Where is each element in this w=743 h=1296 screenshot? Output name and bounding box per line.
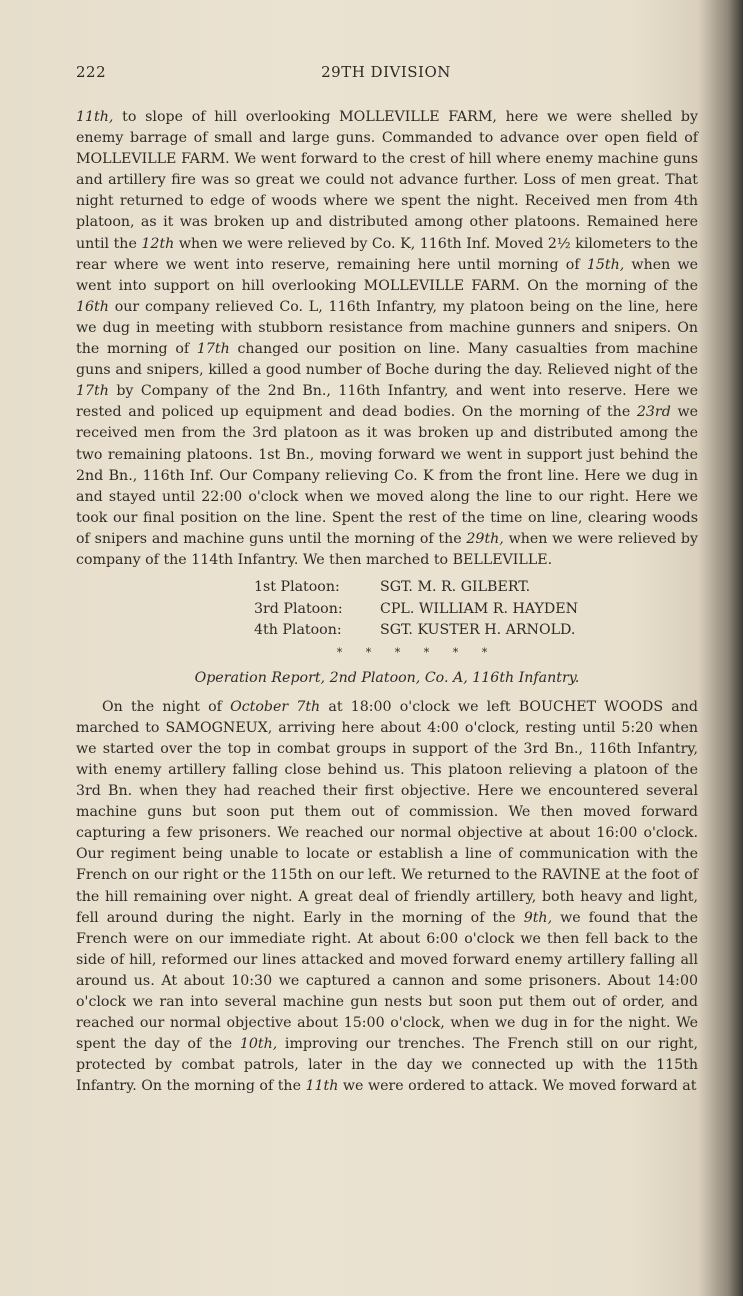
signatory-name: CPL. WILLIAM R. HAYDEN: [380, 600, 579, 617]
page-number: 222: [76, 63, 107, 81]
signatory-name: SGT. M. R. GILBERT.: [380, 579, 531, 596]
signature-row: [254, 599, 698, 621]
signature-block: [254, 577, 698, 642]
signatory-name: SGT. KUSTER H. ARNOLD.: [380, 622, 576, 639]
page-header: [76, 63, 696, 87]
platoon-label: 4th Platoon:: [254, 622, 342, 639]
signature-row: [254, 577, 698, 599]
section-separator: * * * * * *: [336, 645, 498, 659]
section-title: Operation Report, 2nd Platoon, Co. A, 116th Infantry.: [194, 669, 580, 686]
paragraph-continued: 11th, to slope of hill overlooking MOLLEVILLE FARM, here we were shelled by enemy barrage of small and large guns. Commanded to advance over open field of MOLLEVILLE FARM. We went forward to the crest of hill where enemy machine guns and artillery fire was so great we could not advance further. Loss of men great. That night returned to edge of woods where we spent the night. Received men from 4th platoon, as it was broken up and distributed among other platoons. Remained here until the 12th when we were relieved by Co. K, 116th Inf. Moved 2½ kilometers to the rear where we went into reserve, remaining here until morning of 15th, when we went into support on hill overlooking MOLLEVILLE FARM. On the morning of the 16th our company relieved Co. L, 116th Infantry, my platoon being on the line, here we dug in meeting with stubborn resistance from machine gunners and snipers. On the morning of 17th changed our position on line. Many casualties from machine guns and snipers, killed a good number of Boche during the day. Relieved night of the 17th by Company of the 2nd Bn., 116th Infantry, and went into reserve. Here we rested and policed up equipment and dead bodies. On the morning of the 23rd we received men from the 3rd platoon as it was broken up and distributed among the two remaining platoons. 1st Bn., moving forward we went in support just behind the 2nd Bn., 116th Inf. Our Company relieving Co. K from the front line. Here we dug in and stayed until 22:00 o'clock when we moved along the line to our right. Here we took our final position on the line. Spent the rest of the time on line, clearing woods of snipers and machine guns until the morning of the 29th, when we were relieved by company of the 114th Infantry. We then marched to BELLEVILLE.: [76, 109, 699, 568]
body-text: [76, 107, 698, 1097]
platoon-label: 1st Platoon:: [254, 579, 340, 596]
signature-row: [254, 620, 698, 642]
running-head: 29TH DIVISION: [321, 63, 451, 81]
paragraph-operation-report: On the night of October 7th at 18:00 o'clock we left BOUCHET WOODS and marched to SAMOGNEUX, arriving here about 4:00 o'clock, resting until 5:20 when we started over the top in combat groups in support of the 3rd Bn., 116th Infantry, with enemy artillery falling close behind us. This platoon relieving a platoon of the 3rd Bn. when they had reached their first objective. Here we encountered several machine guns but soon put them out of commission. We then moved forward capturing a few prisoners. We reached our normal objective at about 16:00 o'clock. Our regiment being unable to locate or establish a line of communication with the French on our right or the 115th on our left. We returned to the RAVINE at the foot of the hill remaining over night. A great deal of friendly artillery, both heavy and light, fell around during the night. Early in the morning of the 9th, we found that the French were on our immediate right. At about 6:00 o'clock we then fell back to the side of hill, reformed our lines attacked and moved forward enemy artillery falling all around us. At about 10:30 we captured a cannon and some prisoners. About 14:00 o'clock we ran into several machine gun nests but soon put them out of order, and reached our normal objective about 15:00 o'clock, when we dug in for the night. We spent the day of the 10th, improving our trenches. The French still on our right, protected by combat patrols, later in the day we connected up with the 115th Infantry. On the morning of the 11th we were ordered to attack. We moved forward at: [76, 698, 698, 1095]
platoon-label: 3rd Platoon:: [254, 600, 343, 617]
